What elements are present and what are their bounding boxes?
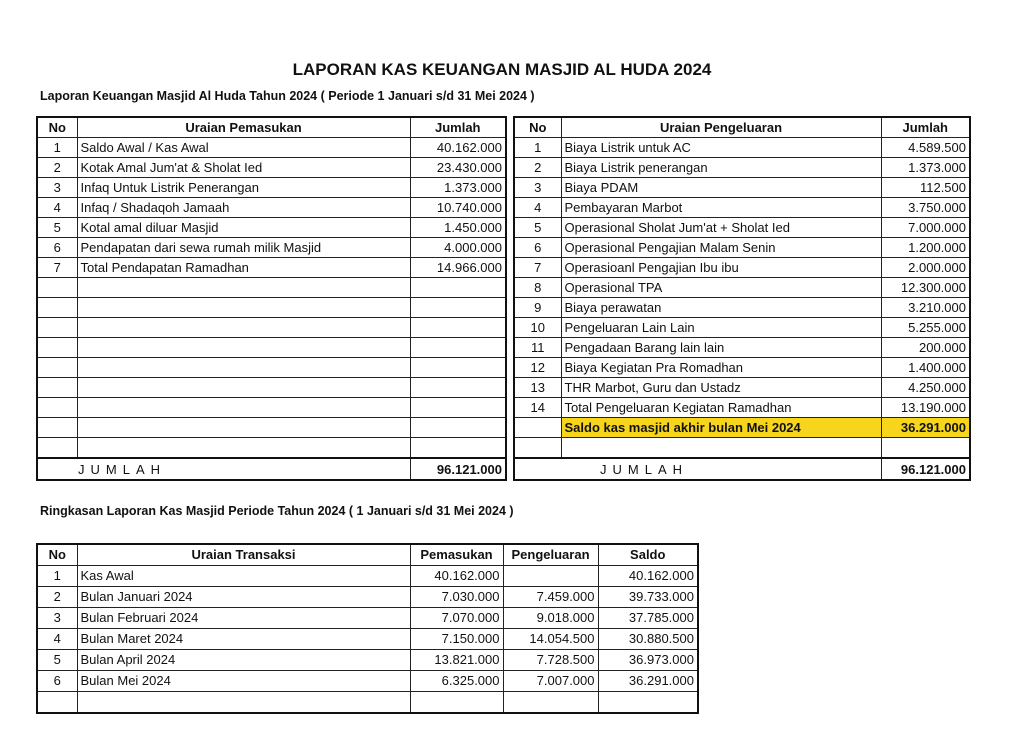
col-balance: Saldo [598,544,698,566]
row-no: 3 [37,178,77,198]
table-row [37,238,506,258]
empty-row [37,338,506,358]
row-expense: 9.018.000 [503,608,598,629]
table-row [37,218,506,238]
total-label: JUMLAH [37,458,410,480]
row-income: 40.162.000 [410,566,503,587]
col-description: Uraian Pemasukan [77,117,410,138]
row-amount: 1.373.000 [881,158,970,178]
empty-row [37,438,506,459]
empty-row [37,318,506,338]
row-amount: 10.740.000 [410,198,506,218]
row-amount: 23.430.000 [410,158,506,178]
table-row [514,258,970,278]
row-amount: 13.190.000 [881,398,970,418]
row-no: 5 [37,650,77,671]
row-no [514,418,561,438]
table-row [514,358,970,378]
row-description: Kas Awal [77,566,410,587]
row-description: Infaq Untuk Listrik Penerangan [77,178,410,198]
row-expense: 7.459.000 [503,587,598,608]
col-description: Uraian Pengeluaran [561,117,881,138]
row-no [37,318,77,338]
income-table [36,116,507,481]
empty-row [37,298,506,318]
empty-cell [598,692,698,714]
report-subtitle: Laporan Keuangan Masjid Al Huda Tahun 2024 ( Periode 1 Januari s/d 31 Mei 2024 ) [40,89,535,103]
table-row [37,198,506,218]
col-amount: Jumlah [881,117,970,138]
row-amount: 4.589.500 [881,138,970,158]
table-row [37,138,506,158]
row-balance: 39.733.000 [598,587,698,608]
row-amount [410,358,506,378]
row-amount: 12.300.000 [881,278,970,298]
row-amount: 5.255.000 [881,318,970,338]
row-no: 11 [514,338,561,358]
empty-row [37,358,506,378]
row-no: 8 [514,278,561,298]
row-amount: 1.200.000 [881,238,970,258]
total-row [514,458,970,480]
row-amount: 2.000.000 [881,258,970,278]
balance-row [514,418,970,438]
empty-row [37,278,506,298]
row-description [77,318,410,338]
empty-row [37,418,506,438]
row-amount [410,298,506,318]
table-row [514,218,970,238]
row-amount [410,438,506,459]
table-row [514,378,970,398]
report-title: LAPORAN KAS KEUANGAN MASJID AL HUDA 2024 [292,60,712,79]
empty-row [37,378,506,398]
row-no [514,438,561,459]
row-description: Total Pengeluaran Kegiatan Ramadhan [561,398,881,418]
empty-cell [37,692,77,714]
row-description: Pengeluaran Lain Lain [561,318,881,338]
row-description: Pendapatan dari sewa rumah milik Masjid [77,238,410,258]
row-no: 1 [514,138,561,158]
row-amount [410,398,506,418]
row-income: 13.821.000 [410,650,503,671]
empty-cell [77,692,410,714]
col-no: No [37,544,77,566]
row-description: Infaq / Shadaqoh Jamaah [77,198,410,218]
table-row [514,238,970,258]
row-no [37,298,77,318]
row-no: 2 [514,158,561,178]
row-no: 6 [37,238,77,258]
row-income: 6.325.000 [410,671,503,692]
row-income: 7.150.000 [410,629,503,650]
row-expense: 7.728.500 [503,650,598,671]
table-row [514,158,970,178]
row-amount: 40.162.000 [410,138,506,158]
row-expense [503,566,598,587]
row-no: 6 [37,671,77,692]
row-description: Biaya perawatan [561,298,881,318]
row-amount: 7.000.000 [881,218,970,238]
row-no: 9 [514,298,561,318]
col-description: Uraian Transaksi [77,544,410,566]
row-amount: 1.400.000 [881,358,970,378]
row-description [77,358,410,378]
table-row [514,138,970,158]
row-balance: 40.162.000 [598,566,698,587]
row-amount: 4.250.000 [881,378,970,398]
row-amount [410,338,506,358]
row-description [77,298,410,318]
row-description: THR Marbot, Guru dan Ustadz [561,378,881,398]
row-no: 1 [37,566,77,587]
expense-table [513,116,971,481]
table-row [37,671,698,692]
empty-row [37,692,698,714]
row-no [37,278,77,298]
summary-subtitle: Ringkasan Laporan Kas Masjid Periode Tahun 2024 ( 1 Januari s/d 31 Mei 2024 ) [40,504,514,518]
table-row [514,178,970,198]
row-no [37,358,77,378]
table-row [37,158,506,178]
row-amount: 3.750.000 [881,198,970,218]
row-description [561,438,881,459]
empty-row [514,438,970,459]
row-description [77,338,410,358]
table-row [37,650,698,671]
row-no: 12 [514,358,561,378]
row-balance: 36.291.000 [598,671,698,692]
row-no: 4 [37,629,77,650]
row-no [37,418,77,438]
table-row [514,198,970,218]
row-description: Bulan Maret 2024 [77,629,410,650]
row-description: Operasional Sholat Jum'at + Sholat Ied [561,218,881,238]
col-income: Pemasukan [410,544,503,566]
row-amount: 112.500 [881,178,970,198]
row-amount: 14.966.000 [410,258,506,278]
row-description [77,438,410,459]
total-value: 96.121.000 [881,458,970,480]
empty-cell [503,692,598,714]
row-expense: 14.054.500 [503,629,598,650]
balance-value: 36.291.000 [881,418,970,438]
row-description: Kotal amal diluar Masjid [77,218,410,238]
row-amount: 1.373.000 [410,178,506,198]
table-row [514,298,970,318]
row-no: 6 [514,238,561,258]
row-no: 13 [514,378,561,398]
col-no: No [37,117,77,138]
row-amount: 1.450.000 [410,218,506,238]
table-row [514,398,970,418]
row-amount [881,438,970,459]
table-row [37,608,698,629]
table-row [37,178,506,198]
row-no [37,438,77,459]
row-description: Biaya PDAM [561,178,881,198]
row-no [37,398,77,418]
row-description: Bulan April 2024 [77,650,410,671]
empty-cell [410,692,503,714]
table-row [514,338,970,358]
row-balance: 37.785.000 [598,608,698,629]
row-expense: 7.007.000 [503,671,598,692]
col-no: No [514,117,561,138]
row-description: Total Pendapatan Ramadhan [77,258,410,278]
row-income: 7.070.000 [410,608,503,629]
empty-row [37,398,506,418]
row-no: 3 [37,608,77,629]
row-amount: 3.210.000 [881,298,970,318]
table-row [37,258,506,278]
table-row [37,566,698,587]
row-no: 7 [514,258,561,278]
row-amount [410,418,506,438]
row-no [37,338,77,358]
row-no: 2 [37,587,77,608]
row-no: 2 [37,158,77,178]
row-balance: 30.880.500 [598,629,698,650]
row-amount [410,278,506,298]
row-balance: 36.973.000 [598,650,698,671]
row-description: Kotak Amal Jum'at & Sholat Ied [77,158,410,178]
row-description: Bulan Mei 2024 [77,671,410,692]
row-amount: 200.000 [881,338,970,358]
row-description: Saldo Awal / Kas Awal [77,138,410,158]
row-description: Pembayaran Marbot [561,198,881,218]
row-no: 4 [514,198,561,218]
row-description [77,278,410,298]
row-description: Operasional Pengajian Malam Senin [561,238,881,258]
table-row [37,629,698,650]
total-row [37,458,506,480]
row-no: 3 [514,178,561,198]
row-no [37,378,77,398]
balance-label: Saldo kas masjid akhir bulan Mei 2024 [561,418,881,438]
row-description [77,398,410,418]
row-income: 7.030.000 [410,587,503,608]
row-amount [410,378,506,398]
col-amount: Jumlah [410,117,506,138]
row-no: 1 [37,138,77,158]
row-description: Bulan Februari 2024 [77,608,410,629]
table-row [37,587,698,608]
row-description: Pengadaan Barang lain lain [561,338,881,358]
row-description [77,378,410,398]
total-value: 96.121.000 [410,458,506,480]
row-no: 5 [37,218,77,238]
row-description: Biaya Listrik untuk AC [561,138,881,158]
row-no: 14 [514,398,561,418]
row-description: Biaya Listrik penerangan [561,158,881,178]
row-description: Operasioanl Pengajian Ibu ibu [561,258,881,278]
table-row [514,318,970,338]
row-no: 7 [37,258,77,278]
row-description: Bulan Januari 2024 [77,587,410,608]
total-label: JUMLAH [514,458,881,480]
summary-table [36,543,699,714]
row-description [77,418,410,438]
col-expense: Pengeluaran [503,544,598,566]
row-no: 5 [514,218,561,238]
row-description: Biaya Kegiatan Pra Romadhan [561,358,881,378]
row-description: Operasional TPA [561,278,881,298]
row-no: 4 [37,198,77,218]
row-no: 10 [514,318,561,338]
row-amount: 4.000.000 [410,238,506,258]
table-row [514,278,970,298]
row-amount [410,318,506,338]
